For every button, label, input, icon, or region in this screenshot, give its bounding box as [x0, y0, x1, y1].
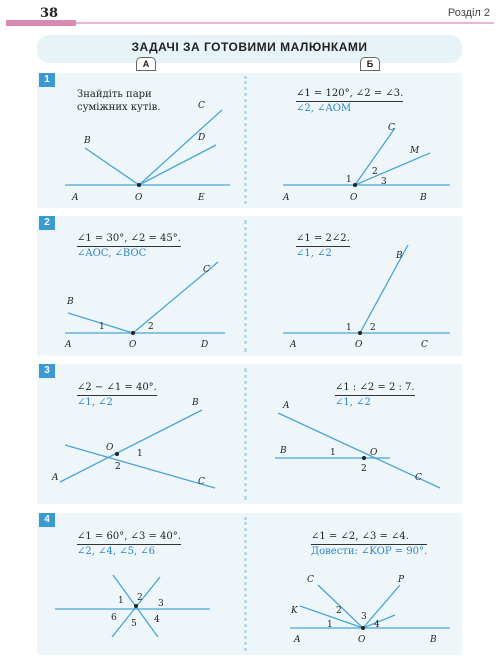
label-k: K [291, 606, 298, 616]
figure-2a [64, 262, 225, 350]
find: ∠2, ∠AOM [296, 103, 352, 114]
figure-1a [65, 101, 230, 203]
vertex-point [137, 183, 141, 187]
problem-number: 1 [39, 73, 55, 87]
label-p: P [398, 575, 405, 585]
section-label: Розділ 2 [447, 7, 490, 19]
find: ∠AOC, ∠BOC [77, 248, 147, 259]
angle-1: 1 [99, 322, 105, 332]
angle-3: 3 [381, 177, 387, 187]
label-o: O [358, 635, 366, 645]
angle-2: 2 [148, 322, 154, 332]
angle-3: 3 [158, 599, 164, 609]
angle-2: 2 [115, 462, 121, 472]
label-c: C [203, 265, 210, 275]
find: ∠1, ∠2 [335, 397, 371, 408]
angle-6: 6 [111, 613, 117, 623]
condition: ∠1 = 120°, ∠2 = ∠3. [296, 87, 403, 102]
vertex-point [131, 331, 135, 335]
label-o: O [135, 193, 143, 203]
angle-2: 2 [372, 167, 378, 177]
vertex-point [134, 604, 138, 608]
problem-text-line: суміжних кутів. [77, 102, 161, 113]
vertex-point [353, 183, 357, 187]
label-a: A [52, 473, 59, 483]
ray-oc [139, 110, 222, 185]
line-ab [60, 410, 202, 482]
label-a: A [290, 340, 297, 350]
label-b: B [84, 136, 91, 146]
label-b: B [192, 398, 199, 408]
label-c: C [198, 101, 205, 111]
angle-4: 4 [374, 620, 380, 630]
condition: ∠2 − ∠1 = 40°. [77, 381, 157, 396]
column-tab-b: Б [360, 57, 380, 71]
label-c: C [421, 340, 428, 350]
angle-3: 3 [361, 612, 367, 622]
label-d: D [198, 133, 206, 143]
label-c: C [388, 123, 395, 133]
label-o: O [350, 193, 358, 203]
condition: ∠1 = ∠2, ∠3 = ∠4. [311, 530, 427, 545]
label-a: A [72, 193, 79, 203]
vertex-point [362, 456, 366, 460]
ray-ob [85, 148, 139, 185]
label-b: B [396, 251, 403, 261]
problem-number: 2 [39, 216, 55, 230]
angle-1: 1 [118, 596, 124, 606]
label-b: B [420, 193, 427, 203]
condition: ∠1 = 60°, ∠3 = 40°. [77, 530, 181, 545]
vertex-point [115, 452, 119, 456]
angle-1: 1 [327, 620, 333, 630]
angle-1: 1 [346, 323, 352, 333]
label-a: A [283, 401, 290, 411]
figure-4b [290, 575, 450, 645]
page-title: ЗАДАЧІ ЗА ГОТОВИМИ МАЛЮНКАМИ [131, 40, 368, 54]
angle-2: 2 [361, 464, 367, 474]
find: ∠1, ∠2 [77, 397, 113, 408]
problem-number: 4 [39, 513, 55, 527]
angle-2: 2 [137, 593, 143, 603]
figure-1b [282, 123, 450, 203]
label-a: A [65, 340, 72, 350]
column-tab-a: А [136, 57, 156, 71]
label-o: O [370, 448, 378, 458]
angle-1: 1 [330, 448, 336, 458]
figure-3b [275, 401, 440, 488]
find: ∠1, ∠2 [296, 248, 332, 259]
problem-text-line: Знайдіть пари [77, 89, 152, 100]
label-c: C [198, 477, 205, 487]
angle-2: 2 [370, 323, 376, 333]
angle-1: 1 [346, 175, 352, 185]
label-b: B [280, 446, 287, 456]
label-a: A [283, 193, 290, 203]
condition: ∠1 = 30°, ∠2 = 45°. [77, 232, 181, 247]
label-d: D [201, 340, 209, 350]
figure-3a [51, 398, 215, 488]
problem-number: 3 [39, 364, 55, 378]
vertex-point [358, 331, 362, 335]
label-c: C [307, 575, 314, 585]
figure-2b [283, 245, 450, 350]
angle-1: 1 [137, 449, 143, 459]
angle-5: 5 [131, 619, 137, 629]
label-a: A [294, 635, 301, 645]
label-b: B [67, 297, 74, 307]
vertex-point [361, 626, 365, 630]
label-b: B [430, 635, 437, 645]
page-number: 38 [40, 6, 59, 21]
angle-2: 2 [336, 606, 342, 616]
condition: ∠1 = 2∠2. [296, 232, 350, 247]
label-o: O [129, 340, 137, 350]
label-o: O [355, 340, 363, 350]
figure-4a [55, 575, 210, 637]
find: Довести: ∠KOP = 90°. [311, 546, 428, 557]
angle-4: 4 [154, 615, 160, 625]
label-o: O [106, 443, 114, 453]
label-c: C [415, 473, 422, 483]
label-m: M [410, 146, 420, 156]
ray-op [363, 585, 400, 628]
condition: ∠1 : ∠2 = 2 : 7. [335, 381, 415, 396]
label-e: E [198, 193, 205, 203]
find: ∠2, ∠4, ∠5, ∠6 [77, 546, 156, 557]
